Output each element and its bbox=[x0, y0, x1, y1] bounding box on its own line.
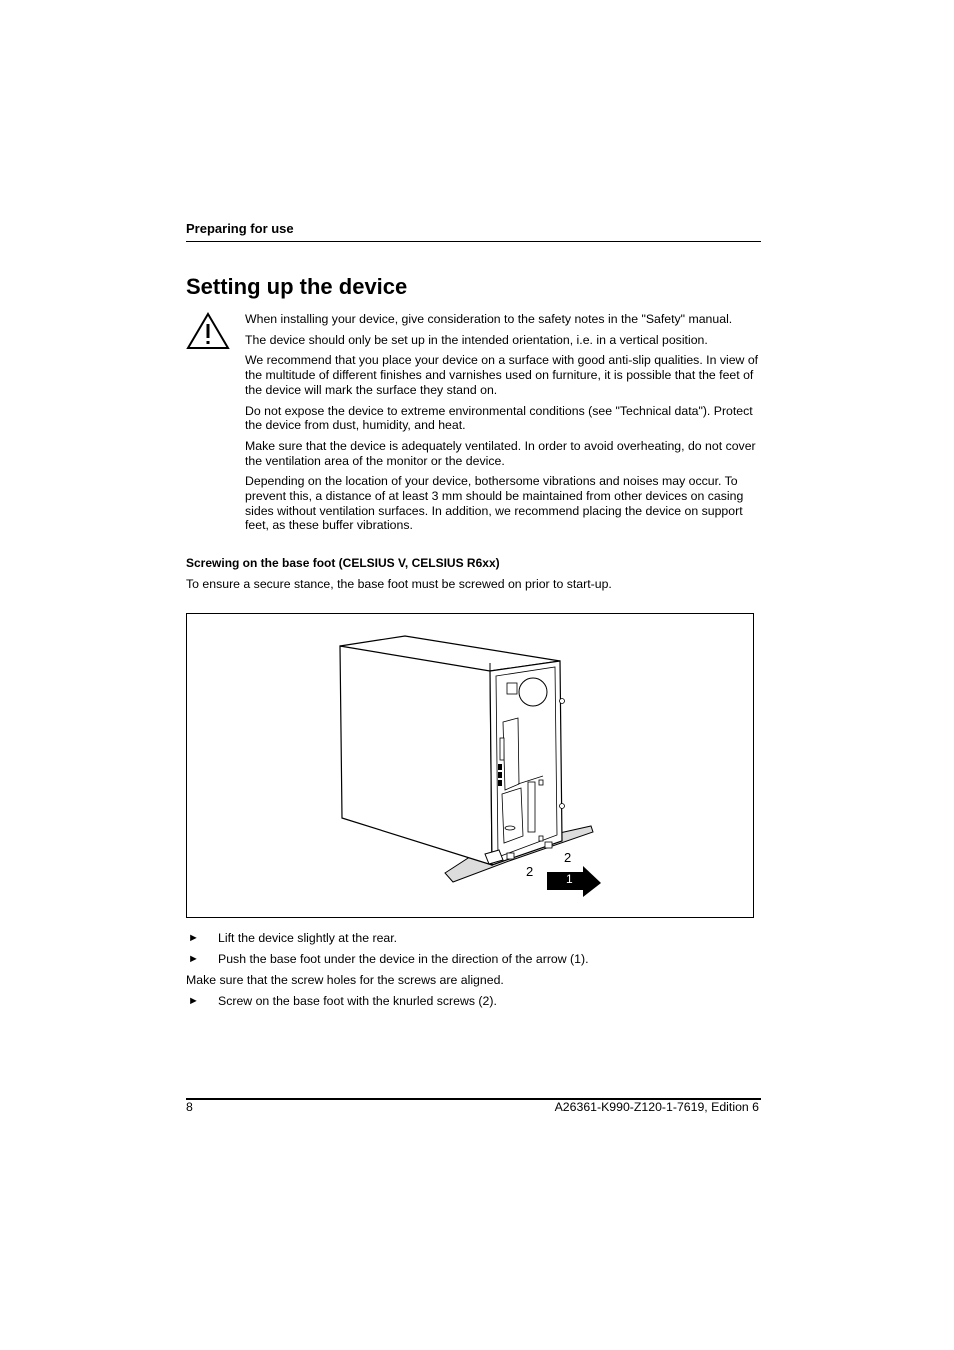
step-note: Make sure that the screw holes for the screws are aligned. bbox=[186, 973, 504, 987]
instruction-steps bbox=[186, 930, 761, 1014]
step-text: Screw on the base foot with the knurled screws (2). bbox=[218, 994, 497, 1008]
bullet-arrow-icon: ► bbox=[188, 995, 199, 1007]
bullet-arrow-icon: ► bbox=[188, 953, 199, 965]
step-item bbox=[186, 951, 761, 972]
page-number: 8 bbox=[186, 1100, 193, 1114]
paragraph: When installing your device, give consideration to the safety notes in the "Safety" manual. bbox=[245, 312, 733, 326]
warning-triangle-icon bbox=[186, 312, 230, 352]
paragraph: Make sure that the device is adequately ventilated. In order to avoid overheating, do not cover the ventilation area of the monitor or the device. bbox=[245, 438, 756, 468]
paragraph: The device should only be set up in the intended orientation, i.e. in a vertical position. bbox=[245, 332, 708, 347]
step-text: Push the base foot under the device in the direction of the arrow (1). bbox=[218, 952, 589, 966]
header-rule bbox=[186, 241, 761, 242]
running-header: Preparing for use bbox=[186, 221, 294, 236]
step-item bbox=[186, 930, 761, 951]
paragraph: We recommend that you place your device on a surface with good anti-slip qualities. In view of the multitude of different finishes and varnishes used on furniture, it is possible that the feet of the device will mark the surface they stand on. bbox=[245, 353, 759, 397]
step-item bbox=[186, 993, 761, 1014]
device-side-panel bbox=[340, 646, 492, 865]
paragraph: Do not expose the device to extreme environmental conditions (see "Technical data"). Protect the device from dust, humidity, and heat. bbox=[245, 403, 753, 433]
step-text: Lift the device slightly at the rear. bbox=[218, 931, 398, 945]
figure-base-foot bbox=[186, 613, 754, 918]
paragraph: Depending on the location of your device, bothersome vibrations and noises may occur. To prevent this, a distance of at least 3 mm should be maintained from other devices on casing sides without ventilation surfaces. In addition, we recommend placing the device on support feet, as these buffer vibrations. bbox=[245, 474, 744, 533]
fan-grille bbox=[519, 678, 547, 706]
knurled-screw bbox=[545, 842, 552, 848]
device-illustration bbox=[187, 614, 753, 917]
knurled-screw bbox=[507, 853, 514, 859]
bullet-arrow-icon: ► bbox=[188, 932, 199, 944]
push-arrow-icon bbox=[547, 866, 601, 897]
subsection-intro: To ensure a secure stance, the base foot must be screwed on prior to start-up. bbox=[186, 577, 612, 591]
callout-2-right: 2 bbox=[564, 850, 572, 865]
document-id: A26361-K990-Z120-1-7619, Edition 6 bbox=[554, 1100, 759, 1114]
power-socket bbox=[507, 683, 517, 694]
callout-1: 1 bbox=[566, 872, 573, 886]
subsection-heading: Screwing on the base foot (CELSIUS V, CELSIUS R6xx) bbox=[186, 556, 500, 570]
callout-2-left: 2 bbox=[526, 864, 534, 879]
safety-paragraphs bbox=[245, 312, 761, 539]
page-title: Setting up the device bbox=[186, 274, 408, 299]
